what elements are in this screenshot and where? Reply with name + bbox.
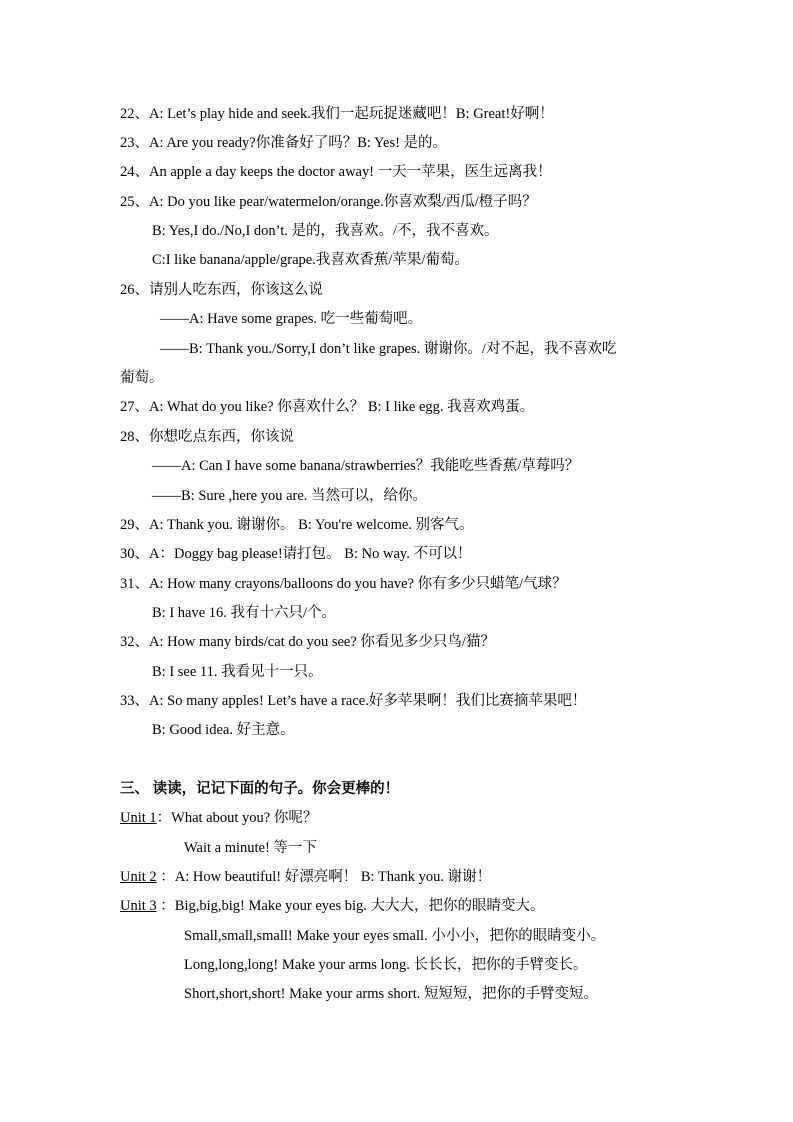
unit-1-line-2: Wait a minute! 等一下: [184, 840, 317, 856]
dialogue-line-25-b: B: Yes,I do./No,I don’t. 是的，我喜欢。/不，我不喜欢。: [152, 223, 499, 239]
dialogue-line-31-b: B: I have 16. 我有十六只/个。: [152, 605, 337, 621]
dialogue-line-33: 33、A: So many apples! Let’s have a race.好多苹果啊！我们比赛摘苹果吧！: [120, 693, 587, 709]
unit-1-text: ：What about you? 你呢？: [156, 810, 318, 826]
unit-2-text: ：A: How beautiful! 好漂亮啊！ B: Thank you. 谢谢！: [156, 869, 492, 885]
dialogue-line-26-b: ——B: Thank you./Sorry,I don’t like grapes. 谢谢你。/对不起，我不喜欢吃: [160, 341, 617, 357]
unit-3-line-3: Long,long,long! Make your arms long. 长长长，把你的手臂变长。: [184, 957, 588, 973]
dialogue-line-28-b: ——B: Sure ,here you are. 当然可以，给你。: [152, 488, 428, 504]
dialogue-line-27: 27、A: What do you like? 你喜欢什么？ B: I like egg. 我喜欢鸡蛋。: [120, 399, 535, 415]
dialogue-line-26: 26、请别人吃东西，你该这么说: [120, 282, 323, 298]
unit-3-line-2: Small,small,small! Make your eyes small. 小小小，把你的眼睛变小。: [184, 928, 606, 944]
dialogue-line-33-b: B: Good idea. 好主意。: [152, 722, 295, 738]
unit-1-label: Unit 1: [120, 810, 157, 826]
unit-3-line-4: Short,short,short! Make your arms short. 短短短，把你的手臂变短。: [184, 986, 599, 1002]
unit-3-text: ：Big,big,big! Make your eyes big. 大大大，把你的眼睛变大。: [156, 898, 545, 914]
dialogue-line-32: 32、A: How many birds/cat do you see? 你看见多少只鸟/猫？: [120, 634, 495, 650]
dialogue-line-28: 28、你想吃点东西，你该说: [120, 429, 294, 445]
dialogue-line-26-c: 葡萄。: [120, 370, 164, 386]
dialogue-line-29: 29、A: Thank you. 谢谢你。 B: You're welcome. 别客气。: [120, 517, 474, 533]
unit-1-line: [120, 809, 317, 827]
dialogue-line-24: 24、An apple a day keeps the doctor away! 一天一苹果，医生远离我！: [120, 164, 552, 180]
section-three-heading: 三、 读读，记记下面的句子。你会更棒的！: [120, 781, 400, 797]
dialogue-line-32-b: B: I see 11. 我看见十一只。: [152, 664, 323, 680]
unit-3-line: [120, 897, 545, 915]
unit-2-line: [120, 868, 491, 886]
dialogue-line-25: 25、A: Do you like pear/watermelon/orange.你喜欢梨/西瓜/橙子吗？: [120, 194, 537, 210]
unit-2-label: Unit 2: [120, 869, 157, 885]
unit-3-label: Unit 3: [120, 898, 157, 914]
dialogue-line-28-a: ——A: Can I have some banana/strawberries？我能吃些香蕉/草莓吗？: [152, 458, 580, 474]
dialogue-line-30: 30、A：Doggy bag please!请打包。 B: No way. 不可以！: [120, 546, 472, 562]
dialogue-line-23: 23、A: Are you ready?你准备好了吗？B: Yes! 是的。: [120, 135, 448, 151]
dialogue-line-22: 22、A: Let’s play hide and seek.我们一起玩捉迷藏吧！B: Great!好啊！: [120, 106, 554, 122]
dialogue-line-25-c: C:I like banana/apple/grape.我喜欢香蕉/苹果/葡萄。: [152, 252, 469, 268]
dialogue-line-26-a: ——A: Have some grapes. 吃一些葡萄吧。: [160, 311, 423, 327]
dialogue-line-31: 31、A: How many crayons/balloons do you have? 你有多少只蜡笔/气球？: [120, 576, 567, 592]
